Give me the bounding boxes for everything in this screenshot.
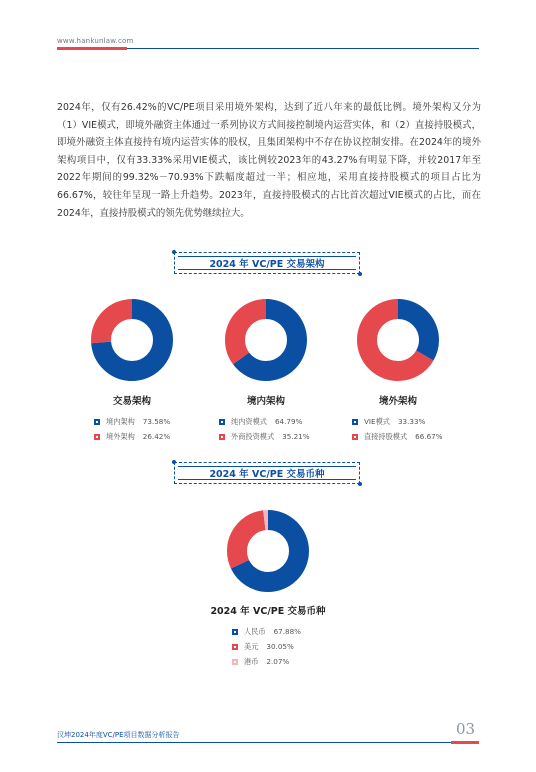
legend-swatch [219,419,225,425]
chart-title-structure: 交易架构 [112,396,151,407]
donut-svg-structure [90,298,174,382]
chart-title-currency: 2024 年 VC/PE 交易币种 [210,606,326,617]
chart-title-offshore: 境外架构 [378,396,417,407]
page-number: 03 [456,720,476,738]
legend-swatch [352,434,358,440]
legend-label: 港币 [244,656,259,666]
header-accent [57,47,127,50]
legend-item [232,624,301,639]
donut-chart-currency [226,509,310,597]
section-title-structure-text: 2024 年 VC/PE 交易架构 [209,259,325,270]
legend-domestic [219,414,310,444]
legend-swatch [94,419,100,425]
legend-swatch [94,434,100,440]
legend-label: 纯内资模式 [231,416,267,426]
body-paragraph: 2024年，仅有26.42%的VC/PE项目采用境外架构，达到了近八年来的最低比例。境外架构又分为（1）VIE模式，即境外融资主体通过一系列协议方式间接控制境内运营实体，和（2）直接持股模式，即境外融资主体直接持有境内运营实体的股权，且集团架构中不存在协议控制安排。在2024年的境外架构项目中，仅有33.33%采用VIE模式，该比例较2023年的43.27%有明显下降，并较2017年至2022年期间的99.32%－70.93%下跌幅度超过一半；相应地，采用直接持股模式的项目占比为66.67%，较往年呈现一路上升趋势。2023年，直接持股模式的占比首次超过VIE模式的占比，而在2024年，直接持股模式的领先优势继续拉大。 [57,102,481,219]
legend-label: 境外架构 [106,431,135,441]
legend-value: 66.67% [415,432,443,441]
legend-swatch [232,659,238,665]
donut-chart-offshore [356,298,440,386]
legend-swatch [352,419,358,425]
legend-offshore [352,414,443,444]
donut-chart-domestic [224,298,308,386]
legend-swatch [232,644,238,650]
header-url[interactable]: www.hankunlaw.com [57,37,134,45]
footer-text: 汉坤2024年度VC/PE项目数据分析报告 [57,731,180,739]
legend-value: 33.33% [397,417,426,426]
legend-label: 美元 [244,641,259,651]
legend-item [94,414,170,429]
legend-value: 64.79% [274,417,303,426]
legend-item [352,429,443,444]
legend-value: 30.05% [266,642,294,651]
legend-label: 人民币 [244,626,266,636]
legend-value: 35.21% [282,432,310,441]
chart-title-domestic: 境内架构 [246,396,285,407]
legend-currency [232,624,301,669]
footer-divider [57,742,479,743]
legend-item [232,654,301,669]
legend-label: 直接持股模式 [364,431,408,441]
legend-value: 2.07% [266,657,290,666]
footer-accent [451,741,479,744]
legend-swatch [232,629,238,635]
section-title-currency [174,462,360,484]
legend-item [219,429,310,444]
legend-item [232,639,301,654]
legend-value: 73.58% [142,417,171,426]
donut-svg-offshore [356,298,440,382]
legend-label: 外商投资模式 [231,431,275,441]
legend-label: VIE模式 [364,416,390,426]
donut-svg-domestic [224,298,308,382]
legend-value: 26.42% [142,432,171,441]
legend-item [219,414,310,429]
legend-swatch [219,434,225,440]
section-title-currency-text: 2024 年 VC/PE 交易币种 [209,469,325,480]
donut-chart-structure [90,298,174,386]
donut-svg-currency [226,509,310,593]
legend-item [94,429,170,444]
legend-label: 境内架构 [106,416,135,426]
legend-structure [94,414,170,444]
legend-item [352,414,443,429]
section-title-structure [174,252,360,274]
legend-value: 67.88% [273,627,301,636]
